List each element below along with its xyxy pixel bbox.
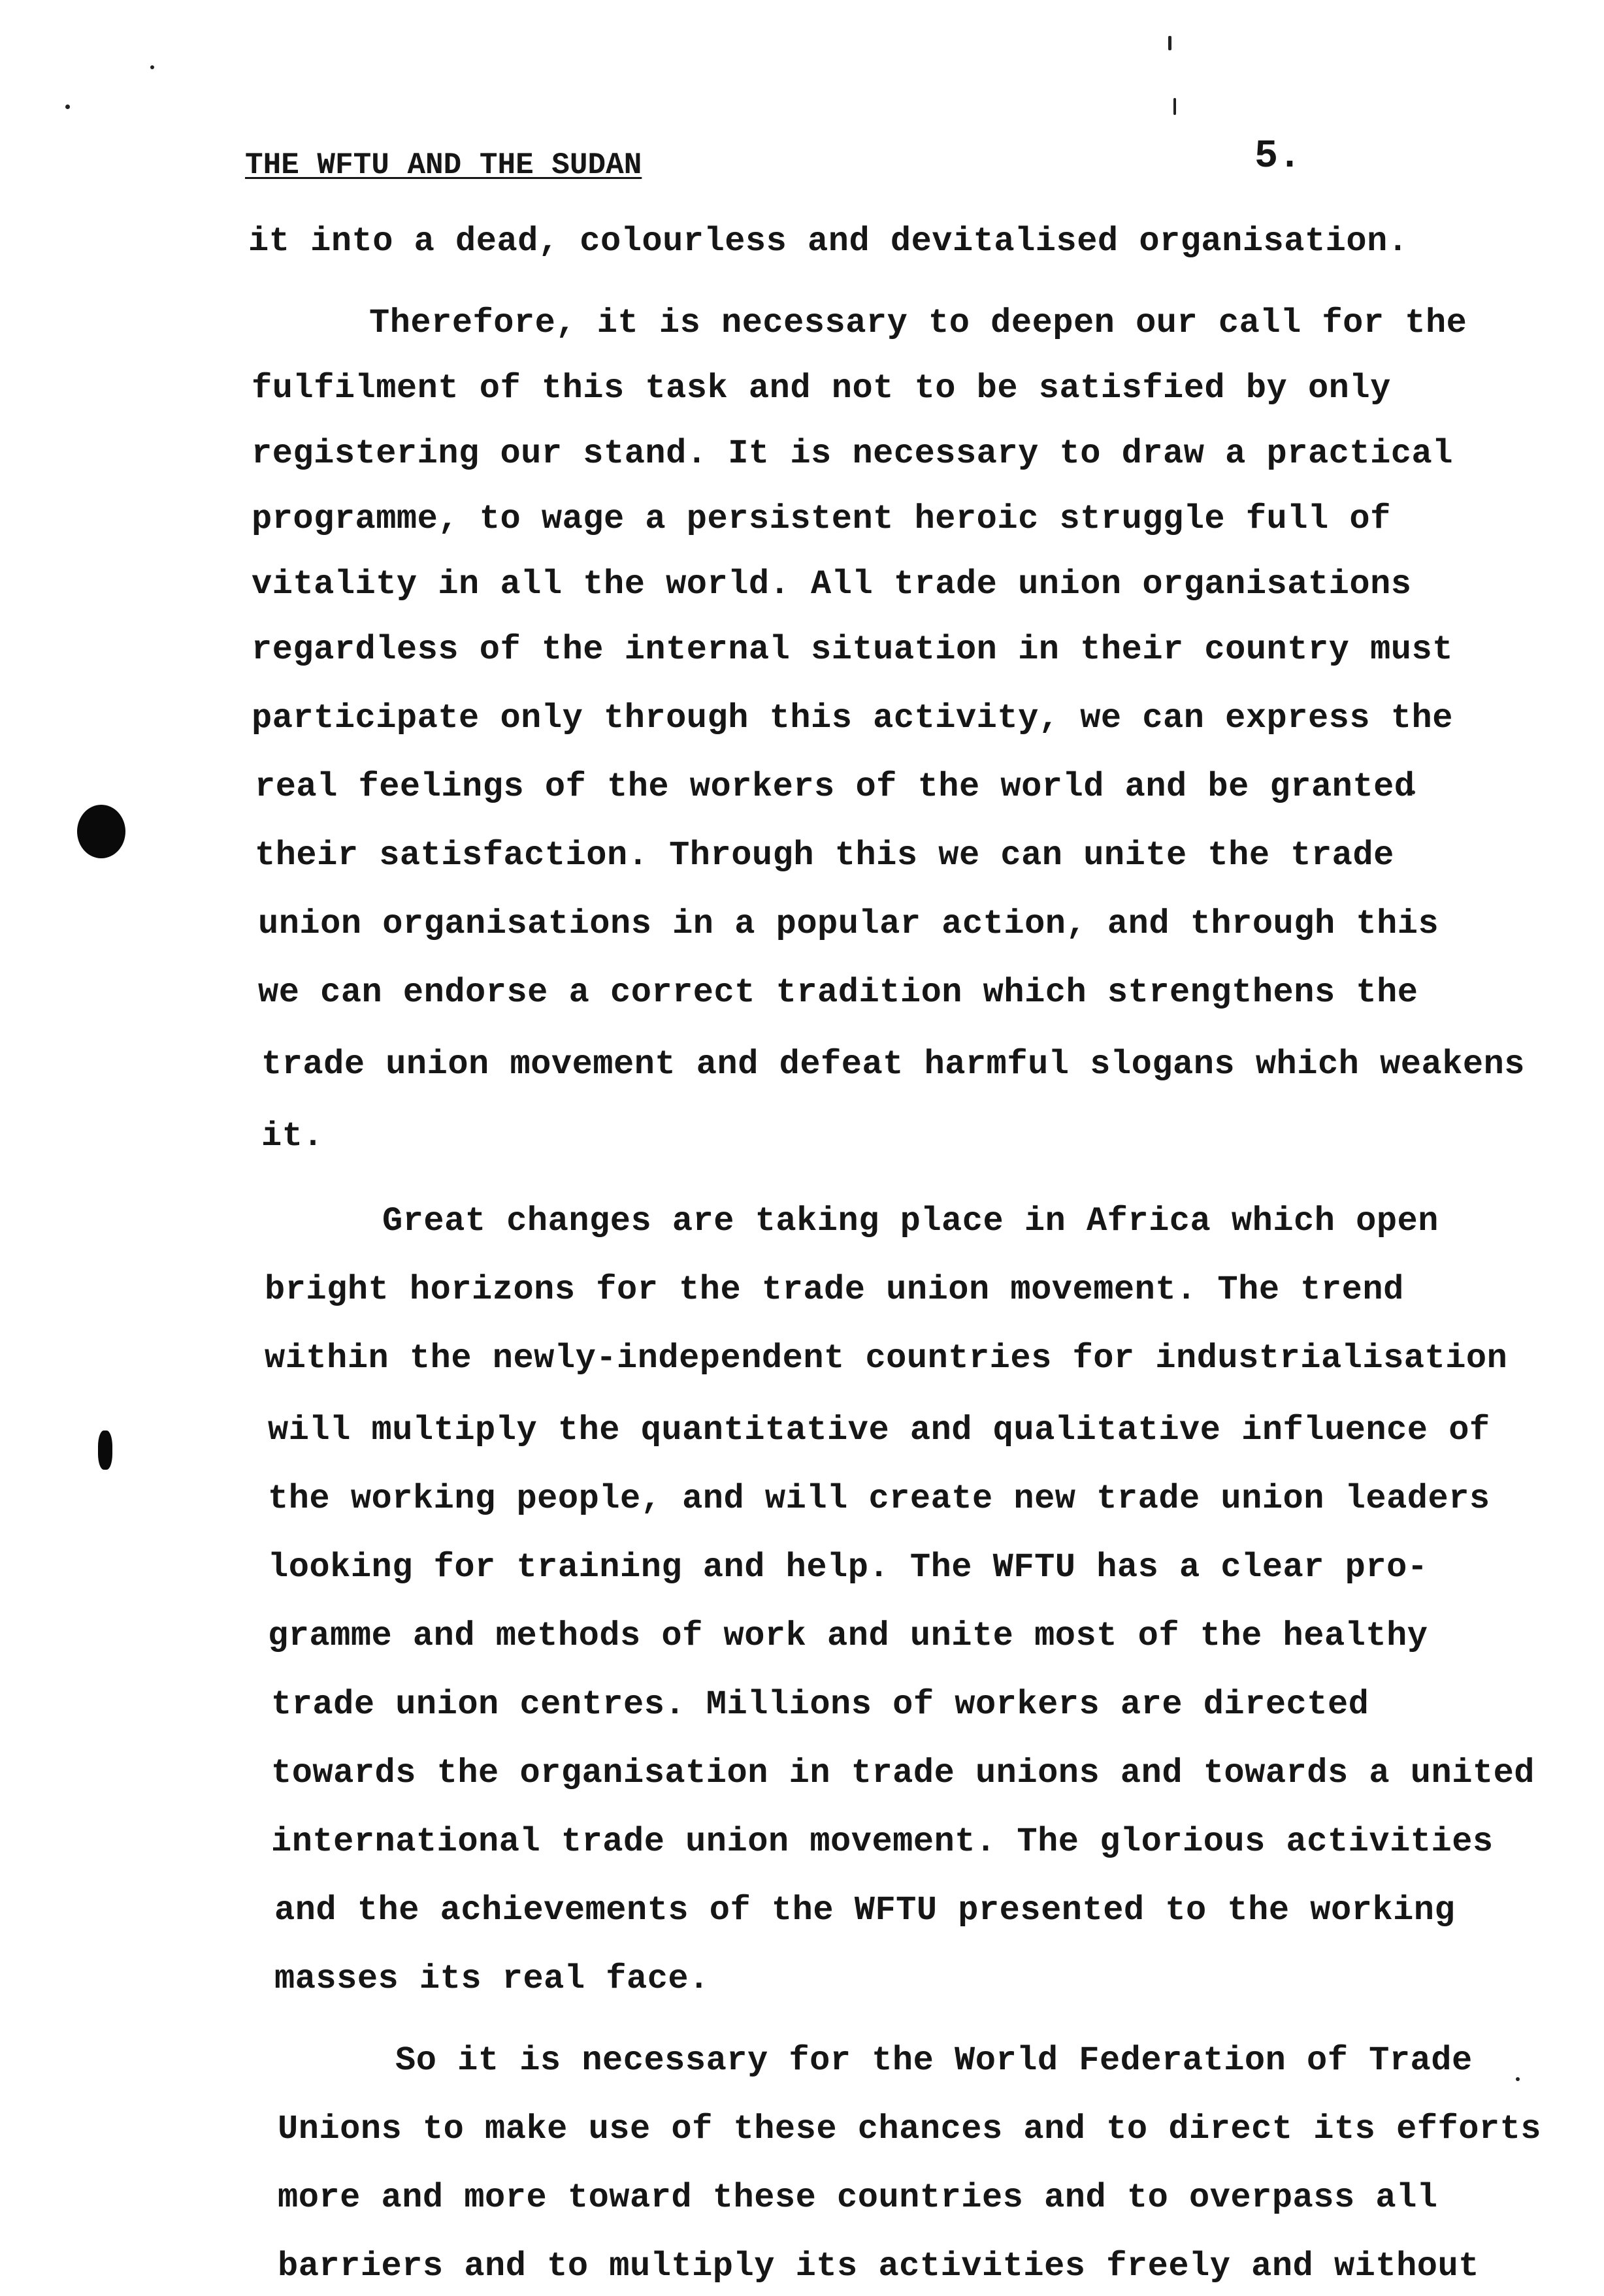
text-line: masses its real face. [274, 1960, 710, 1998]
text-line: trade union centres. Millions of workers are directed [271, 1685, 1369, 1724]
text-line: union organisations in a popular action, and through this [258, 905, 1439, 943]
text-line: trade union movement and defeat harmful slogans which weakens [261, 1045, 1526, 1084]
text-line: vitality in all the world. All trade union organisations [252, 565, 1412, 604]
text-line: international trade union movement. The glorious activities [271, 1822, 1494, 1861]
text-line: and the achievements of the WFTU presented to the working [274, 1891, 1456, 1930]
text-line: Unions to make use of these chances and to direct its efforts [278, 2110, 1542, 2148]
text-line: Therefore, it is necessary to deepen our call for the [369, 304, 1467, 342]
text-line: it into a dead, colourless and devitalised organisation. [248, 222, 1409, 261]
text-line: it. [261, 1117, 324, 1156]
running-header: THE WFTU AND THE SUDAN [245, 148, 642, 182]
scan-speck [150, 65, 154, 69]
scan-speck [1168, 36, 1171, 50]
text-line: more and more toward these countries and to overpass all [278, 2178, 1438, 2217]
text-line: real feelings of the workers of the world and be granted [255, 768, 1415, 806]
page-number: 5. [1254, 135, 1302, 179]
text-line: programme, to wage a persistent heroic struggle full of [252, 500, 1391, 538]
text-line: looking for training and help. The WFTU has a clear pro- [268, 1548, 1428, 1587]
text-line: within the newly-independent countries for industrialisation [265, 1339, 1508, 1378]
text-line: barriers and to multiply its activities freely and without [278, 2247, 1479, 2286]
text-line: Great changes are taking place in Africa which open [382, 1202, 1439, 1240]
punch-hole [77, 805, 125, 858]
text-line: we can endorse a correct tradition which strengthens the [258, 973, 1418, 1012]
text-line: towards the organisation in trade unions and towards a united [271, 1754, 1535, 1792]
text-line: fulfilment of this task and not to be satisfied by only [252, 369, 1391, 408]
text-line: the working people, and will create new trade union leaders [268, 1479, 1490, 1518]
text-line: will multiply the quantitative and qualitative influence of [268, 1411, 1490, 1449]
punch-hole-partial [98, 1431, 112, 1470]
scan-speck [1516, 2077, 1520, 2081]
text-line: So it is necessary for the World Federation of Trade [395, 2041, 1473, 2080]
text-line: their satisfaction. Through this we can unite the trade [255, 836, 1394, 875]
text-line: regardless of the internal situation in their country must [252, 630, 1453, 669]
text-line: participate only through this activity, we can express the [252, 699, 1453, 737]
scan-speck [1173, 98, 1176, 115]
text-line: bright horizons for the trade union movement. The trend [265, 1270, 1404, 1309]
text-line: gramme and methods of work and unite most of the healthy [268, 1617, 1428, 1655]
text-line: registering our stand. It is necessary to draw a practical [252, 434, 1453, 473]
scan-speck [65, 105, 70, 109]
